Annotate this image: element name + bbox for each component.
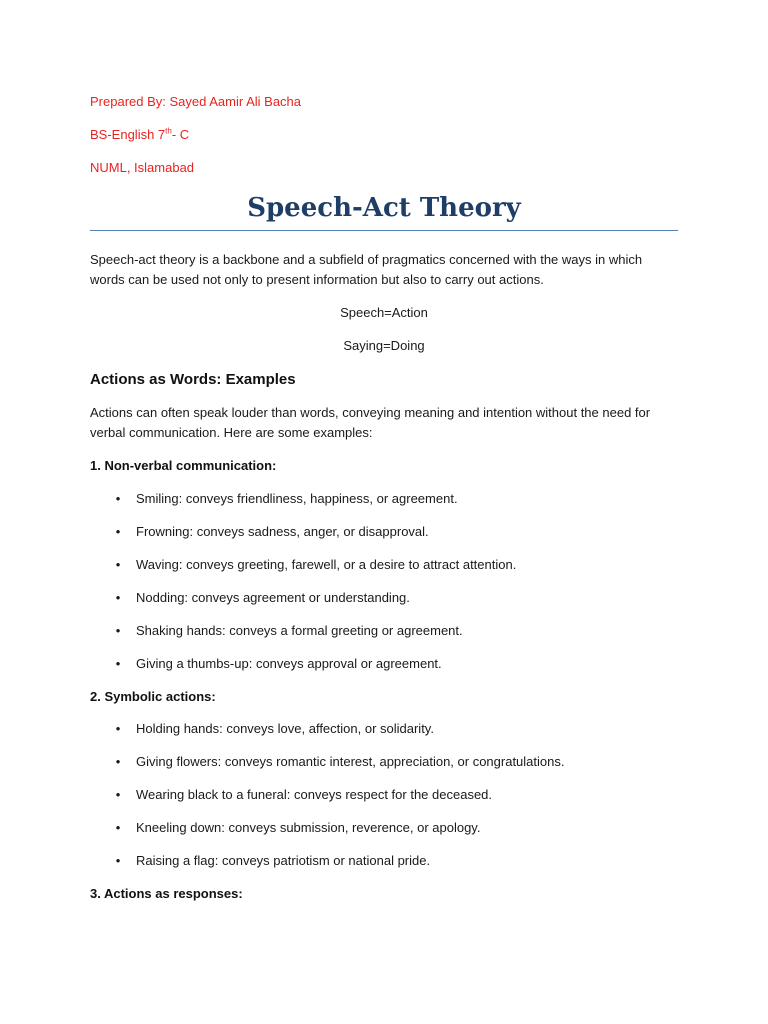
bullet-icon: • bbox=[115, 524, 121, 539]
list-item-text: Raising a flag: conveys patriotism or national pride. bbox=[136, 853, 431, 868]
bullet-icon: • bbox=[115, 491, 121, 506]
class-prefix: BS-English 7 bbox=[90, 127, 166, 142]
bullet-icon: • bbox=[115, 787, 121, 802]
section-heading: Actions as Words: Examples bbox=[90, 371, 296, 388]
intro-paragraph: Speech-act theory is a backbone and a subfield of pragmatics concerned with the ways in which words can be used not only to present information but also to carry out actions. bbox=[90, 252, 643, 287]
prepared-by-line: Prepared By: Sayed Aamir Ali Bacha bbox=[90, 94, 302, 109]
class-line bbox=[90, 125, 678, 145]
list-item-text: Wearing black to a funeral: conveys respect for the deceased. bbox=[136, 787, 493, 802]
equation-saying-doing: Saying=Doing bbox=[343, 338, 425, 353]
list-item-text: Waving: conveys greeting, farewell, or a desire to attract attention. bbox=[136, 557, 517, 572]
title-underline bbox=[90, 230, 678, 231]
list-item-text: Giving flowers: conveys romantic interest, appreciation, or congratulations. bbox=[136, 754, 565, 769]
list-item-text: Holding hands: conveys love, affection, or solidarity. bbox=[136, 721, 434, 736]
bullet-icon: • bbox=[115, 853, 121, 868]
list-item-text: Smiling: conveys friendliness, happiness, or agreement. bbox=[136, 491, 458, 506]
bullet-icon: • bbox=[115, 721, 121, 736]
document-title: Speech-Act Theory bbox=[247, 193, 521, 223]
section-intro-paragraph: Actions can often speak louder than words, conveying meaning and intention without the need for verbal communication. Here are some examples: bbox=[90, 405, 651, 440]
bullet-icon: • bbox=[115, 557, 121, 572]
list-item-text: Giving a thumbs-up: conveys approval or agreement. bbox=[136, 656, 442, 671]
class-superscript: th bbox=[165, 126, 172, 136]
bullet-icon: • bbox=[115, 623, 121, 638]
list-item-text: Frowning: conveys sadness, anger, or disapproval. bbox=[136, 524, 429, 539]
list-item-text: Kneeling down: conveys submission, reverence, or apology. bbox=[136, 820, 481, 835]
group-title-nonverbal: 1. Non-verbal communication: bbox=[90, 458, 277, 473]
bullet-icon: • bbox=[115, 656, 121, 671]
group-title-responses: 3. Actions as responses: bbox=[90, 886, 243, 901]
class-suffix: - C bbox=[171, 127, 190, 142]
equation-speech-action: Speech=Action bbox=[340, 305, 428, 320]
bullet-icon: • bbox=[115, 820, 121, 835]
bullet-icon: • bbox=[115, 590, 121, 605]
group-title-symbolic: 2. Symbolic actions: bbox=[90, 689, 216, 704]
list-item-text: Nodding: conveys agreement or understanding. bbox=[136, 590, 410, 605]
bullet-icon: • bbox=[115, 754, 121, 769]
institution-line: NUML, Islamabad bbox=[90, 160, 195, 175]
list-item-text: Shaking hands: conveys a formal greeting or agreement. bbox=[136, 623, 463, 638]
